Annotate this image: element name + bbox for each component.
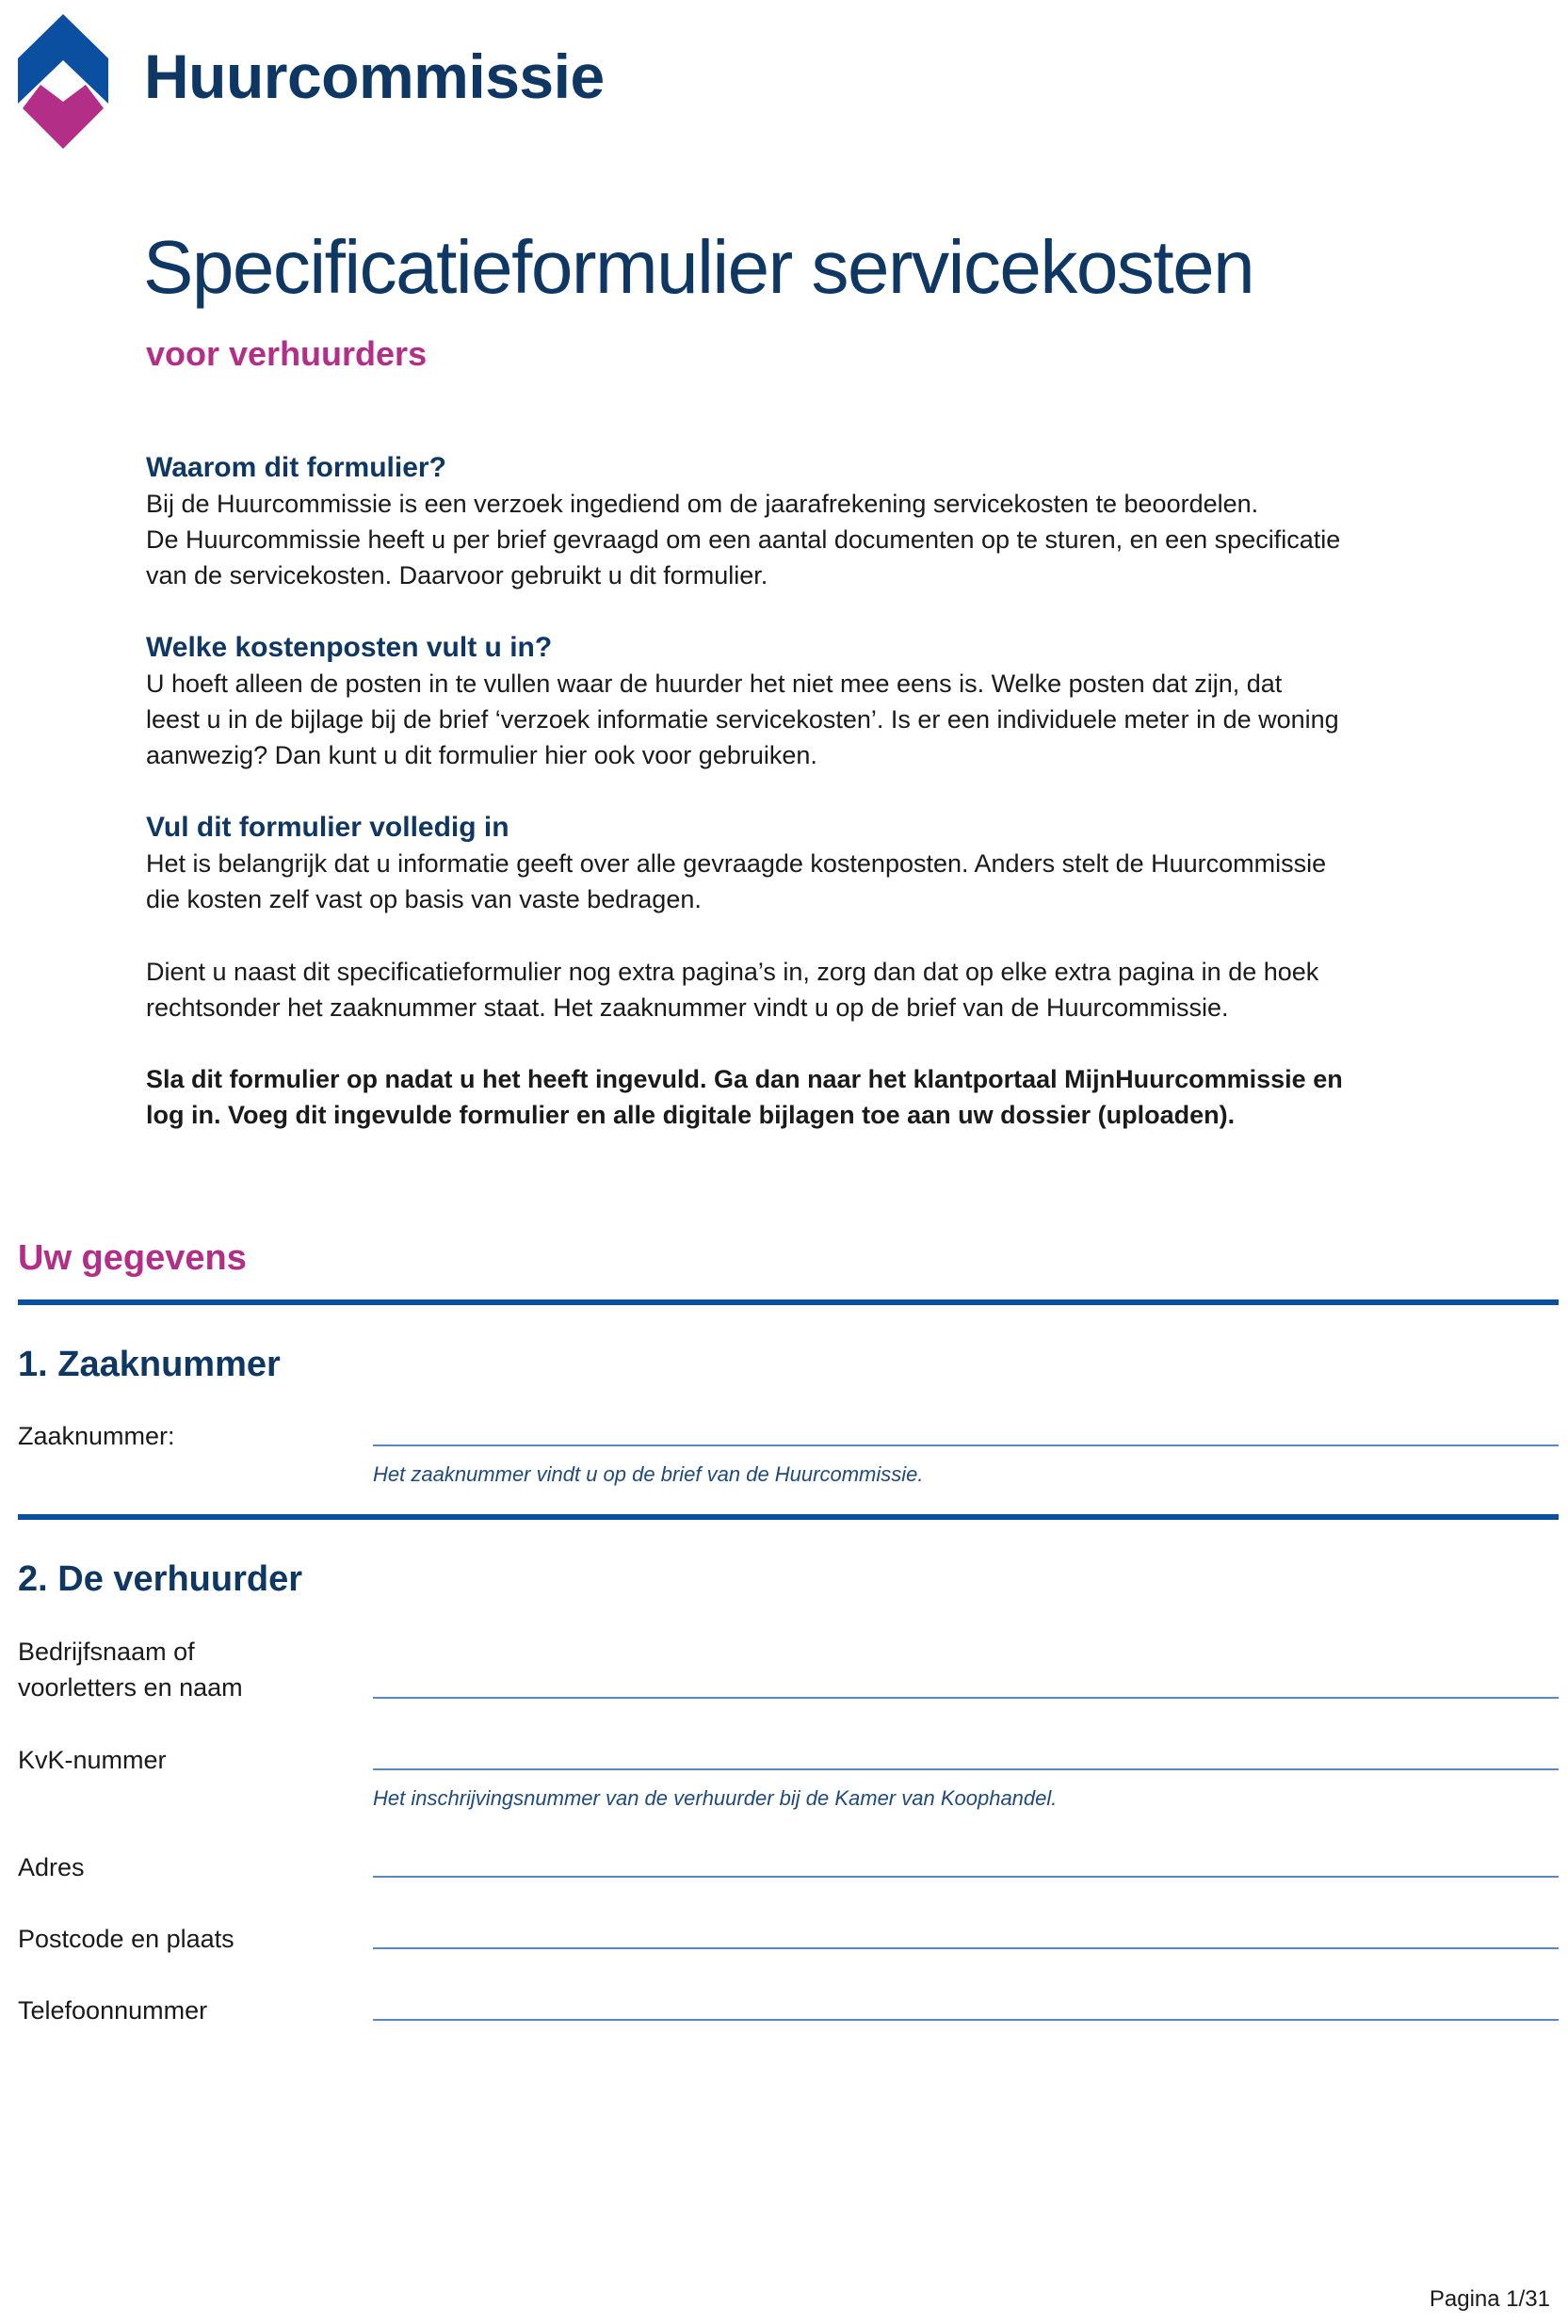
kvk-field[interactable] <box>373 1736 1559 1770</box>
instruction-line: log in. Voeg dit ingevulde formulier en alle digitale bijlagen toe aan uw dossier (uploaden). <box>146 1101 1236 1129</box>
section-title-uw-gegevens: Uw gegevens <box>18 1238 247 1278</box>
huurcommissie-logo-icon <box>13 11 117 153</box>
zaaknummer-field[interactable] <box>373 1412 1559 1446</box>
label-adres: Adres <box>18 1853 85 1881</box>
intro-line: Bij de Huurcommissie is een verzoek ingediend om de jaarafrekening servicekosten te beoordelen. <box>146 490 1259 518</box>
document-subtitle: voor verhuurders <box>146 334 428 373</box>
hint-kvk: Het inschrijvingsnummer van de verhuurder bij de Kamer van Koophandel. <box>373 1786 1058 1810</box>
intro-line: die kosten zelf vast op basis van vaste bedragen. <box>146 885 702 913</box>
document-title: Specificatieformulier servicekosten <box>143 225 1254 309</box>
label-bedrijfsnaam-line1: Bedrijfsnaam of <box>18 1638 195 1666</box>
label-bedrijfsnaam-line2: voorletters en naam <box>18 1673 243 1702</box>
intro-line: Het is belangrijk dat u informatie geeft over alle gevraagde kostenposten. Anders stelt de Huurcommissie <box>146 849 1327 878</box>
logo-blue-shape <box>18 14 108 104</box>
intro-section-waarom <box>146 450 1464 593</box>
label-zaaknummer: Zaaknummer: <box>18 1422 175 1450</box>
postcode-field[interactable] <box>373 1915 1559 1949</box>
intro-heading: Vul dit formulier volledig in <box>146 812 509 843</box>
intro-heading: Waarom dit formulier? <box>146 452 446 483</box>
label-kvk: KvK-nummer <box>18 1746 167 1774</box>
section-divider <box>18 1299 1559 1305</box>
intro-line: De Huurcommissie heeft u per brief gevraagd om een aantal documenten op te sturen, en een specificatie <box>146 525 1341 554</box>
heading-verhuurder: 2. De verhuurder <box>18 1559 302 1599</box>
page-number: Pagina 1/31 <box>1429 2286 1550 2312</box>
label-telefoon: Telefoonnummer <box>18 1996 208 2025</box>
intro-line: leest u in de bijlage bij de brief ‘verzoek informatie servicekosten’. Is er een individuele meter in de woning <box>146 705 1339 734</box>
heading-zaaknummer: 1. Zaaknummer <box>18 1345 281 1384</box>
intro-section-kostenposten <box>146 630 1464 773</box>
intro-line: rechtsonder het zaaknummer staat. Het zaaknummer vindt u op de brief van de Huurcommissie. <box>146 993 1229 1022</box>
intro-line: van de servicekosten. Daarvoor gebruikt u dit formulier. <box>146 561 768 589</box>
telefoon-field[interactable] <box>373 1987 1559 2021</box>
instruction-line: Sla dit formulier op nadat u het heeft ingevuld. Ga dan naar het klantportaal MijnHuurcommissie en <box>146 1065 1343 1093</box>
label-bedrijfsnaam <box>18 1634 243 1705</box>
bedrijfsnaam-field[interactable] <box>373 1665 1559 1699</box>
logo-magenta-shape <box>23 85 104 149</box>
label-postcode: Postcode en plaats <box>18 1925 234 1953</box>
intro-instruction <box>146 1061 1464 1133</box>
intro-heading: Welke kostenposten vult u in? <box>146 632 553 663</box>
intro-line: Dient u naast dit specificatieformulier nog extra pagina’s in, zorg dan dat op elke extra pagina in de hoek <box>146 958 1319 986</box>
intro-extra-pages <box>146 954 1464 1025</box>
brand-name: Huurcommissie <box>144 41 605 111</box>
adres-field[interactable] <box>373 1844 1559 1878</box>
section-divider <box>18 1514 1559 1520</box>
hint-zaaknummer: Het zaaknummer vindt u op de brief van de Huurcommissie. <box>373 1462 924 1486</box>
intro-section-volledig <box>146 810 1464 917</box>
intro-line: U hoeft alleen de posten in te vullen waar de huurder het niet mee eens is. Welke posten dat zijn, dat <box>146 670 1283 698</box>
intro-line: aanwezig? Dan kunt u dit formulier hier ook voor gebruiken. <box>146 741 817 769</box>
